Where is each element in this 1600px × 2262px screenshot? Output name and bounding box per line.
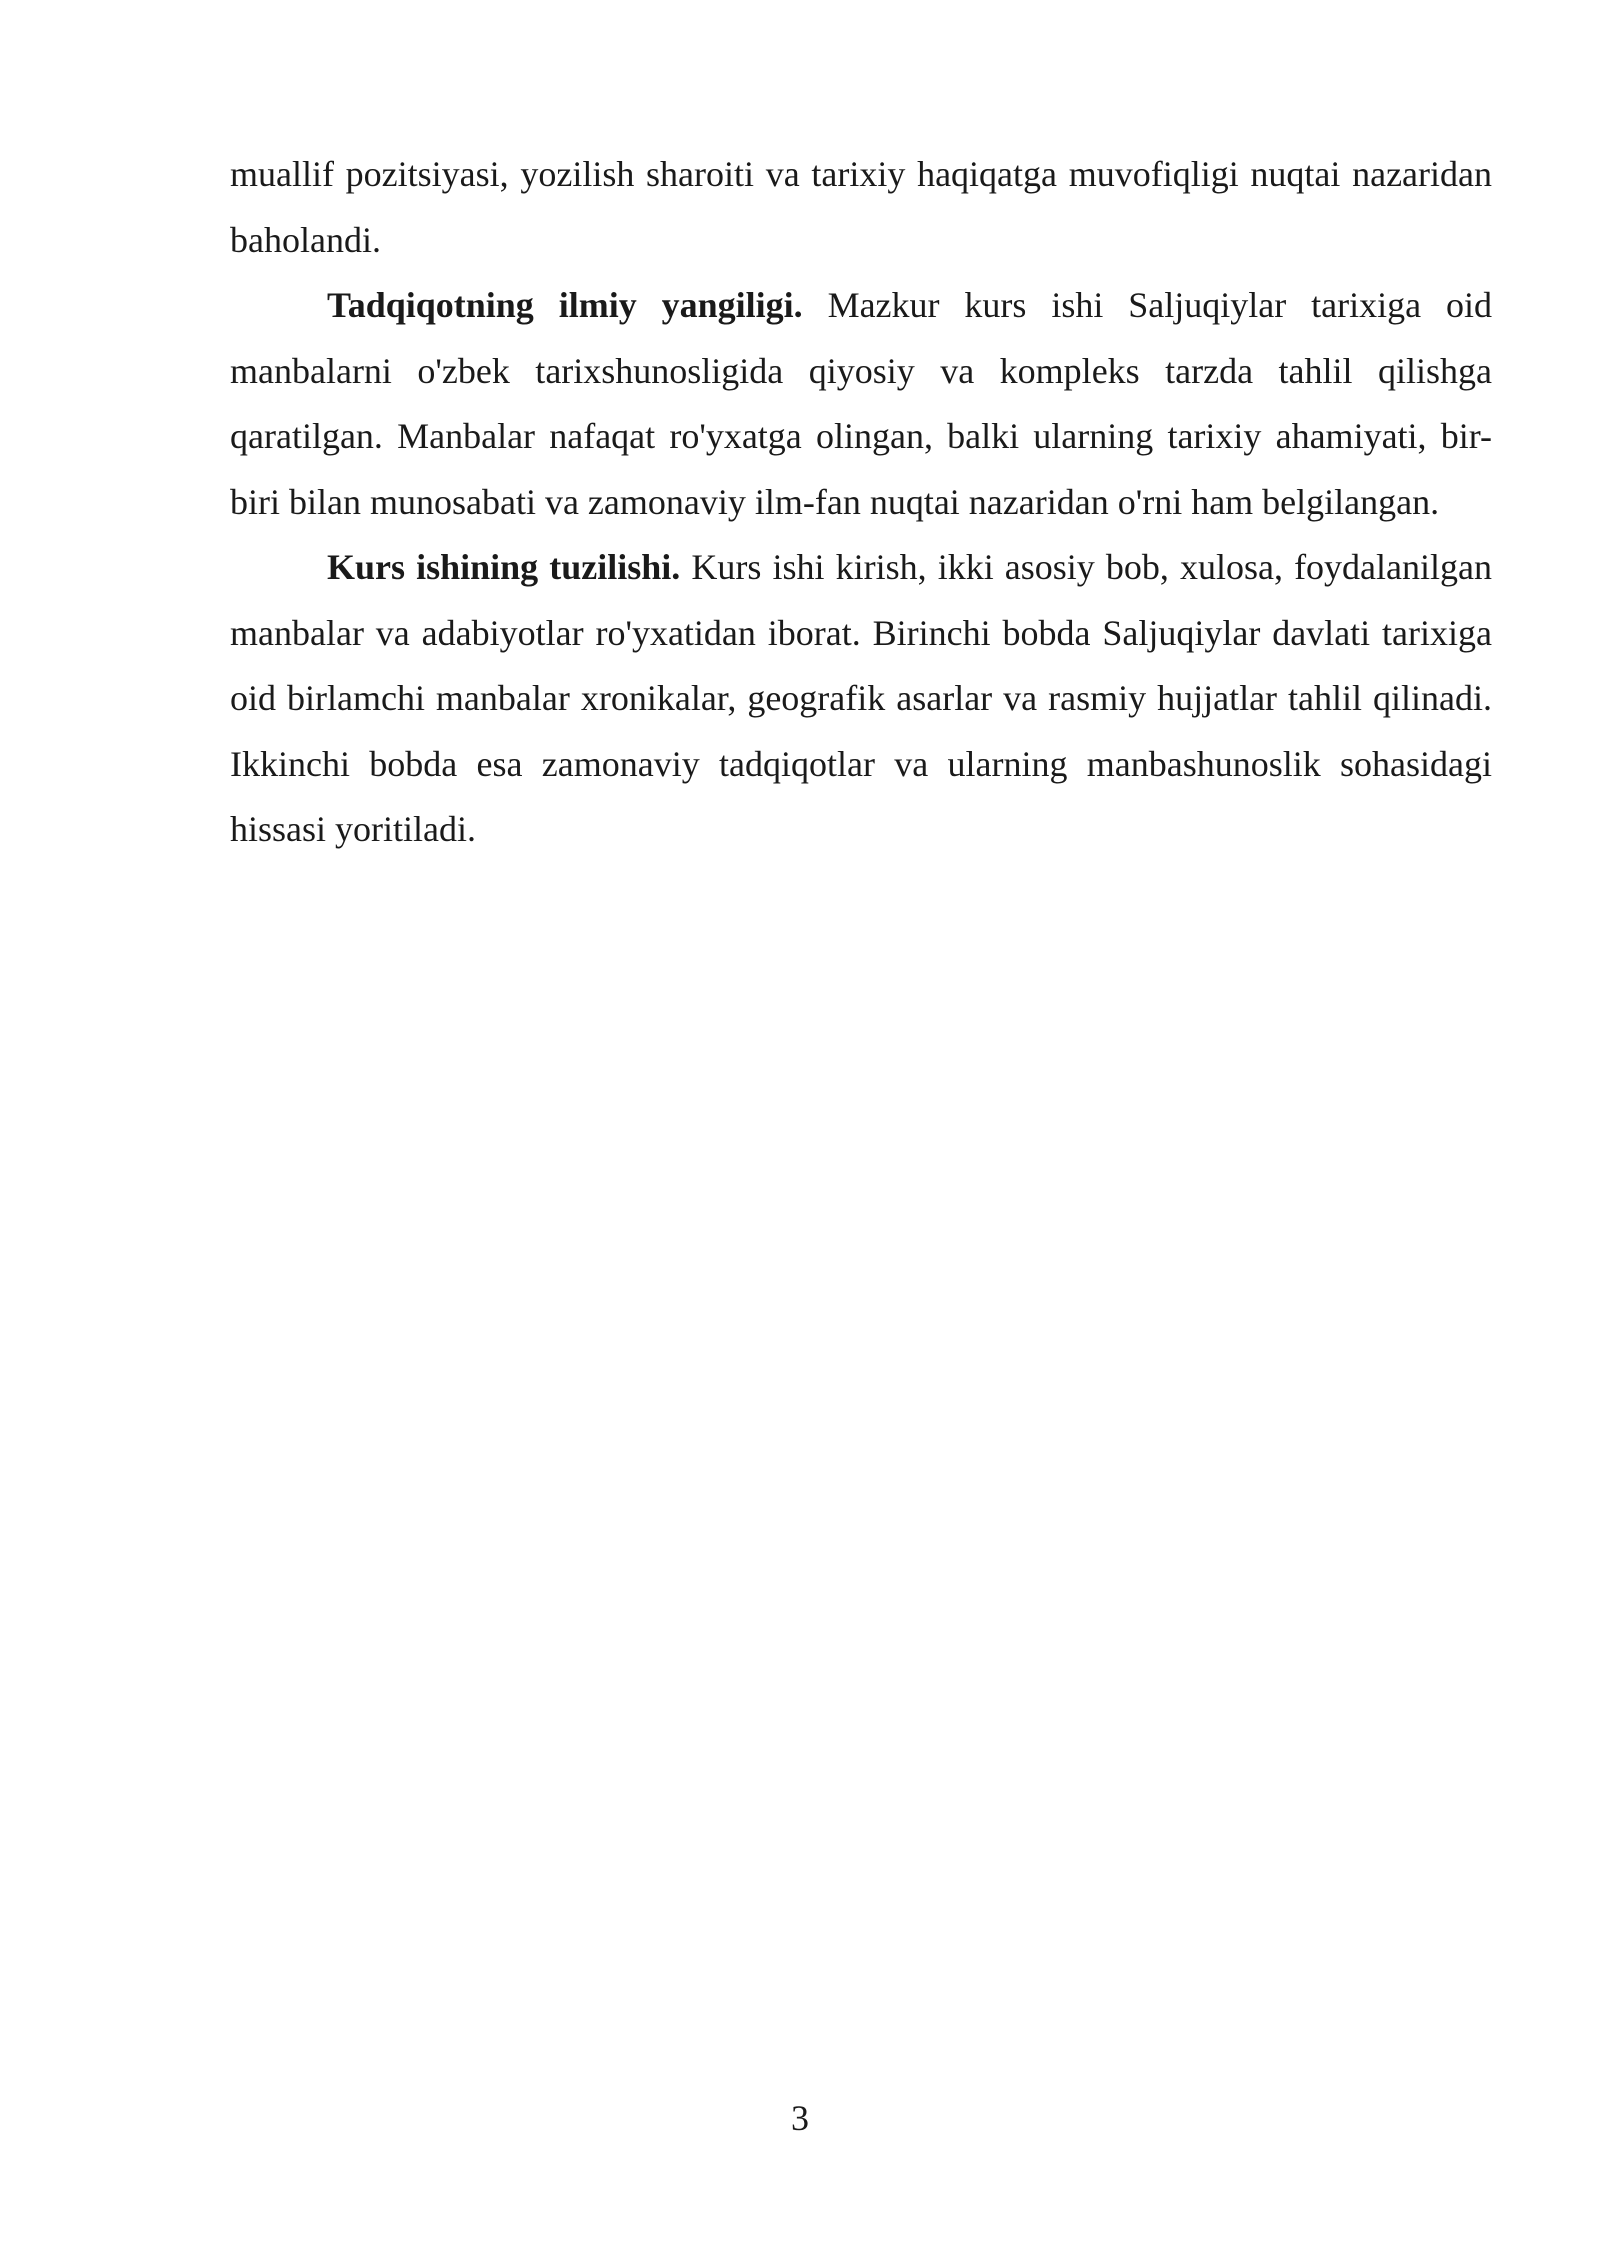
body-text: [230, 142, 1492, 863]
paragraph-structure: [230, 535, 1492, 863]
paragraph-text: Kurs ishi kirish, ikki asosiy bob, xulosa, foydalanilgan manbalar va adabiyotlar ro'yxatidan iborat. Birinchi bobda Saljuqiylar davlati tarixiga oid birlamchi manbalar xronikalar, geografik asarlar va rasmiy hujjatlar tahlil qilinadi. Ikkinchi bobda esa zamonaviy tadqiqotlar va ularning manbashunoslik sohasidagi hissasi yoritiladi.: [230, 547, 1492, 849]
paragraph-continuation: [230, 142, 1492, 273]
page-number: 3: [791, 2098, 809, 2138]
paragraph-scientific-novelty: [230, 273, 1492, 535]
paragraph-text: Mazkur kurs ishi Saljuqiylar tarixiga oid manbalarni o'zbek tarixshunosligida qiyosiy va kompleks tarzda tahlil qilishga qaratilgan. Manbalar nafaqat ro'yxatga olingan, balki ularning tarixiy ahamiyati, bir-biri bilan munosabati va zamonaviy ilm-fan nuqtai nazaridan o'rni ham belgilangan.: [230, 285, 1492, 522]
paragraph-text: muallif pozitsiyasi, yozilish sharoiti va tarixiy haqiqatga muvofiqligi nuqtai nazaridan baholandi.: [230, 154, 1492, 260]
paragraph-heading: Kurs ishining tuzilishi.: [327, 547, 681, 587]
paragraph-heading: Tadqiqotning ilmiy yangiligi.: [327, 285, 803, 325]
